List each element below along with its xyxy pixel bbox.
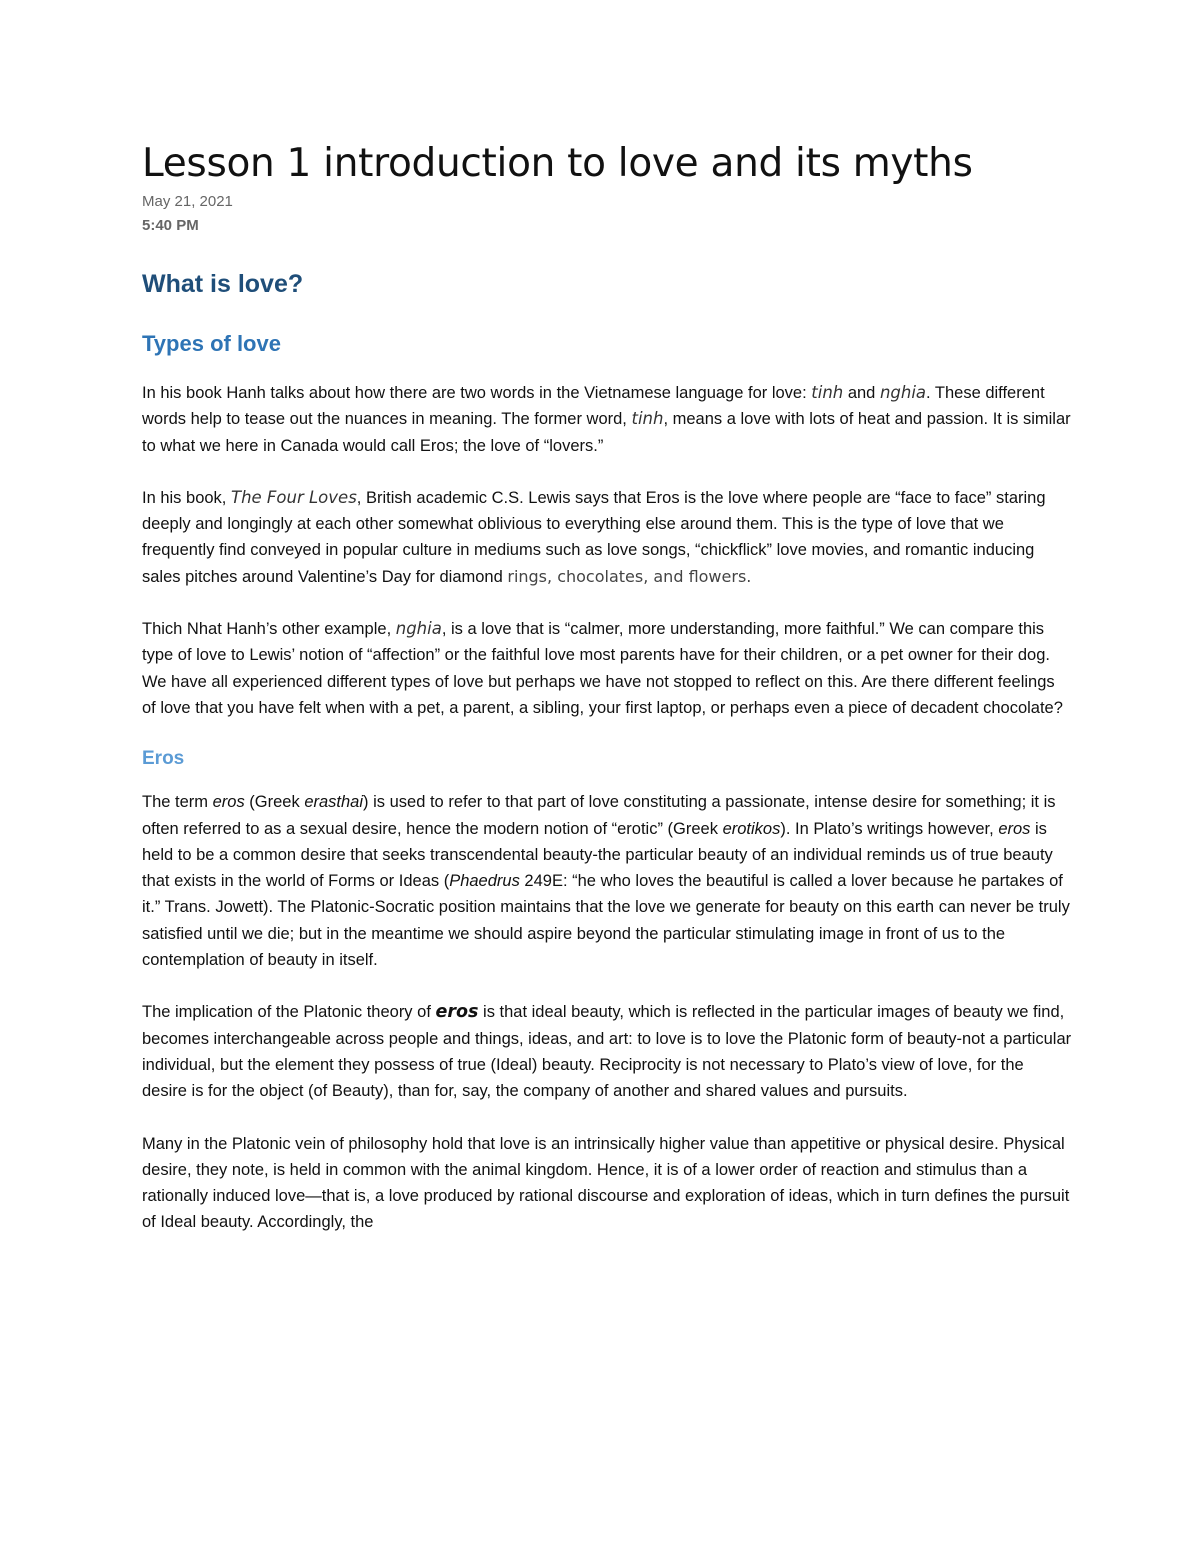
paragraph-eros-definition: The term eros (Greek erasthai) is used to refer to that part of love constituting a passionate, intense desire for something; it is often referred to as a sexual desire, hence the modern notion of “erotic” (Greek erotikos). In Plato’s writings however, eros is held to be a common desire that seeks transcendental beauty-the particular beauty of an individual reminds us of true beauty that exists in the world of Forms or Ideas (Phaedrus 249E: “he who loves the beautiful is called a lover because he partakes of it.” Trans. Jowett). The Platonic-Socratic position maintains that the love we generate for beauty on this earth can never be truly satisfied until we die; but in the meantime we should aspire beyond the particular stimulating image in front of us to the contemplation of beauty in itself. [142, 793, 1070, 970]
paragraph-tinh-nghia: In his book Hanh talks about how there are two words in the Vietnamese language for love: tinh and nghia. These different words help to tease out the nuances in meaning. The former word, tinh, means a love with lots of heat and passion. It is similar to what we here in Canada would call Eros; the love of “lovers.” [142, 383, 1071, 455]
paragraph-nghia: Thich Nhat Hanh’s other example, nghia, is a love that is “calmer, more understanding, more faithful.” We can compare this type of love to Lewis’ notion of “affection” or the faithful love most parents have for their children, or a pet owner for their dog. We have all experienced different types of love but perhaps we have not stopped to reflect on this. Are there different feelings of love that you have felt when with a pet, a parent, a sibling, your first laptop, or perhaps even a piece of decadent chocolate? [142, 619, 1063, 717]
paragraph-platonic-vein: Many in the Platonic vein of philosophy hold that love is an intrinsically higher value than appetitive or physical desire. Physical desire, they note, is held in common with the animal kingdom. Hence, it is of a lower order of reaction and stimulus than a rationally induced love—that is, a love produced by rational discourse and exploration of ideas, which in turn defines the pursuit of Ideal beauty. Accordingly, the [142, 1134, 1070, 1232]
paragraph-four-loves: In his book, The Four Loves, British academic C.S. Lewis says that Eros is the love where people are “face to face” staring deeply and longingly at each other somewhat oblivious to everything else around them. This is the type of love that we frequently find conveyed in popular culture in mediums such as love songs, “chickflick” love movies, and romantic inducing sales pitches around Valentine’s Day for diamond rings, chocolates, and flowers. [142, 487, 1046, 586]
page-title: Lesson 1 introduction to love and its myths [142, 141, 973, 186]
note-meta [142, 190, 1072, 238]
note-time: 5:40 PM [142, 217, 199, 234]
heading-what-is-love: What is love? [142, 270, 304, 298]
document-body [142, 138, 1072, 1236]
note-date: May 21, 2021 [142, 193, 233, 210]
heading-eros: Eros [142, 748, 185, 770]
paragraph-platonic-theory: The implication of the Platonic theory of eros is that ideal beauty, which is reflected in the particular images of beauty we find, becomes interchangeable across people and things, ideas, and art: to love is to love the Platonic form of beauty-not a particular individual, but the element they possess of true (Ideal) beauty. Reciprocity is not necessary to Plato’s view of love, for the desire is for the object (of Beauty), than for, say, the company of another and shared values and pursuits. [142, 1002, 1072, 1101]
heading-types-of-love: Types of love [142, 331, 281, 356]
